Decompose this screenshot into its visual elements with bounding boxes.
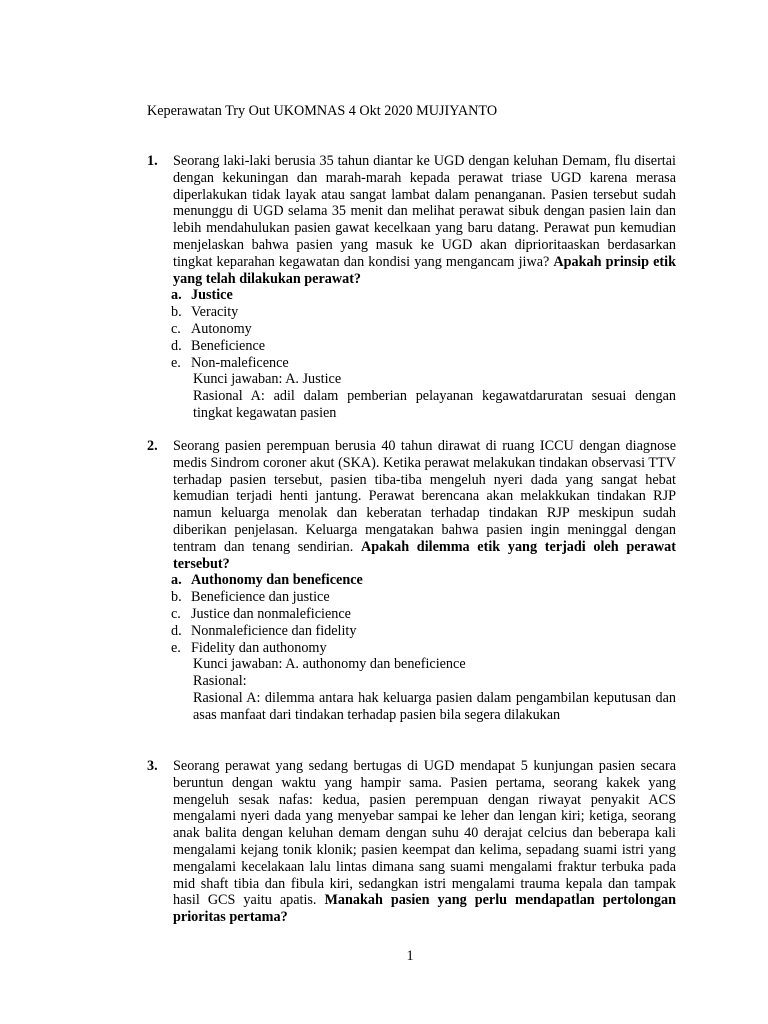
question-2 bbox=[147, 438, 676, 724]
option-label: d. bbox=[171, 622, 182, 639]
option-d bbox=[173, 623, 676, 640]
option-b bbox=[173, 304, 676, 321]
question-prompt: Apakah prinsip etik yang telah dilakukan perawat? bbox=[173, 253, 676, 287]
option-text: Beneficience dan justice bbox=[191, 589, 330, 606]
option-label: e. bbox=[171, 639, 181, 656]
answer-key: Kunci jawaban: A. Justice bbox=[193, 371, 342, 388]
option-label: b. bbox=[171, 304, 182, 321]
option-text: Non-maleficence bbox=[191, 354, 289, 371]
option-a bbox=[173, 572, 676, 589]
question-number: 2. bbox=[147, 438, 158, 454]
option-text: Fidelity dan authonomy bbox=[191, 639, 327, 656]
question-stem bbox=[173, 153, 676, 287]
question-prompt: Manakah pasien yang perlu mendapatlan pertolongan prioritas pertama? bbox=[173, 892, 677, 926]
option-e bbox=[173, 355, 676, 372]
option-b bbox=[173, 589, 676, 606]
option-text: Justice dan nonmaleficience bbox=[191, 605, 351, 622]
question-3 bbox=[147, 758, 676, 926]
question-text: Seorang perawat yang sedang bertugas di UGD mendapat 5 kunjungan pasien secara beruntun dengan waktu yang hampir sama. Pasien pertama, seorang kakek yang mengeluh sesak nafas: kedua, pasien perempuan dengan riwayat penyakit ACS mengalami nyeri dada yang menyebar sampai ke leher dan lengan kiri; ketiga, seorang anak balita dengan keluhan demam dengan suhu 40 derajat celcius dan beberapa kali mengalami kejang tonik klonik; pasien keempat dan kelima, sepadang suami istri yang mengalami kecelakaan lalu lintas dimana sang suami mengalami fraktur terbuka pada mid shaft tibia dan fibula kiri, sedangkan istri mengalami trauma kepala dan tampak hasil GCS yaitu apatis. bbox=[173, 758, 676, 909]
option-text: Beneficience bbox=[191, 337, 266, 354]
option-label: d. bbox=[171, 337, 182, 354]
document-header: Keperawatan Try Out UKOMNAS 4 Okt 2020 MUJIYANTO bbox=[147, 103, 498, 119]
question-stem bbox=[173, 438, 676, 572]
question-number: 3. bbox=[147, 758, 158, 774]
question-stem bbox=[173, 758, 676, 926]
rationale-label: Rasional: bbox=[193, 673, 247, 690]
answer-rationale: Rasional A: dilemma antara hak keluarga pasien dalam pengambilan keputusan dan asas manfaat dari tindakan terhadap pasien bila segera dilakukan bbox=[193, 689, 676, 723]
option-text: Nonmaleficience dan fidelity bbox=[191, 622, 357, 639]
option-text: Justice bbox=[191, 287, 233, 304]
question-text: Seorang pasien perempuan berusia 40 tahun dirawat di ruang ICCU dengan diagnose medis Sindrom coroner akut (SKA). Ketika perawat melakukan tindakan observasi TTV terhadap pasien tersebut, pasien tiba-tiba mengeluh nyeri dada yang sangat hebat kemudian terjadi henti jantung. Perawat berencana akan melakkukan tindakan RJP namun keluarga menolak dan keberatan terhadap tindakan RJP meskipun sudah diberikan penjelasan. Keluarga mengatakan bahwa pasien ingin meninggal dengan tentram dan tenang sendirian. bbox=[173, 438, 676, 555]
answer-key: Kunci jawaban: A. authonomy dan beneficience bbox=[193, 656, 466, 673]
option-label: c. bbox=[171, 605, 181, 622]
question-number: 1. bbox=[147, 153, 158, 169]
option-label: b. bbox=[171, 589, 182, 606]
option-text: Autonomy bbox=[191, 320, 252, 337]
option-c bbox=[173, 606, 676, 623]
option-e bbox=[173, 640, 676, 657]
option-c bbox=[173, 321, 676, 338]
page-number: 1 bbox=[406, 948, 414, 964]
option-text: Authonomy dan beneficence bbox=[191, 572, 363, 589]
option-label: c. bbox=[171, 320, 181, 337]
option-label: e. bbox=[171, 354, 181, 371]
question-prompt: Apakah dilemma etik yang terjadi oleh perawat tersebut? bbox=[173, 538, 676, 572]
option-label: a. bbox=[171, 572, 182, 589]
option-a bbox=[173, 287, 676, 304]
option-label: a. bbox=[171, 287, 182, 304]
question-1 bbox=[147, 153, 676, 422]
option-d bbox=[173, 338, 676, 355]
answer-rationale: Rasional A: adil dalam pemberian pelayanan kegawatdaruratan sesuai dengan tingkat kegawatan pasien bbox=[193, 388, 676, 421]
question-text: Seorang laki-laki berusia 35 tahun diantar ke UGD dengan keluhan Demam, flu disertai dengan kekuningan dan marah-marah kepada perawat triase UGD karena merasa diperlakukan tidak layak atau sangat lambat dalam penanganan. Pasien tersebut sudah menunggu di UGD selama 35 menit dan melihat perawat sibuk dengan pasien lain dan lebih mendahulukan pasien gawat kecelkaan yang baru datang. Perawat pun kemudian menjelaskan bahwa pasien yang masuk ke UGD akan diprioritaaskan berdasarkan tingkat keparahan kegawatan dan kondisi yang mengancam jiwa? bbox=[173, 153, 676, 270]
option-text: Veracity bbox=[191, 304, 239, 321]
